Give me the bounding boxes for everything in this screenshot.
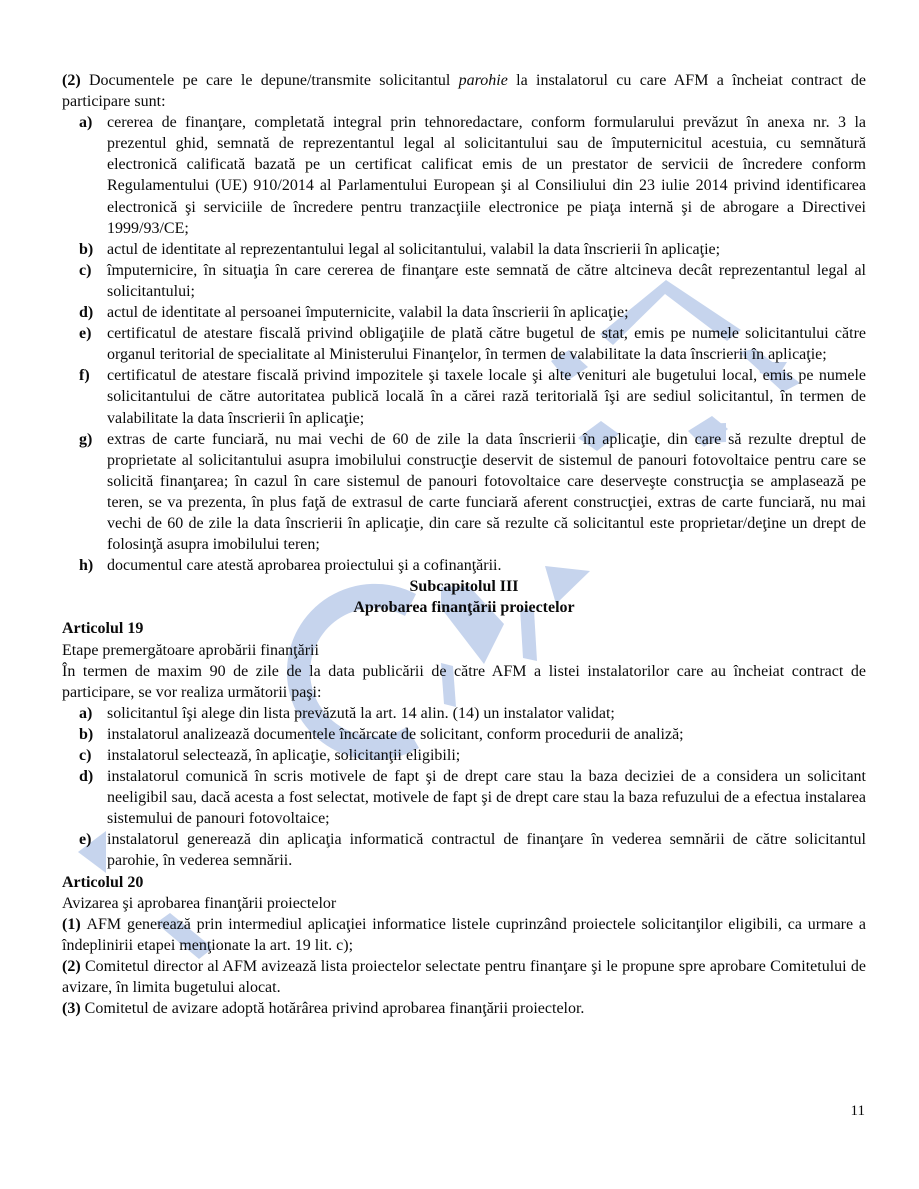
list-item-b	[79, 724, 866, 745]
paragraph-text: Comitetul director al AFM avizează lista proiectelor selectate pentru finanţare şi le propune spre aprobare Comitetului de avizare, în limita bugetului alocat.	[62, 957, 867, 997]
list-item-e	[79, 323, 866, 365]
list-item-text: instalatorul selectează, în aplicaţie, solicitanţii eligibili;	[107, 747, 461, 764]
page-number: 11	[850, 1103, 865, 1119]
paragraph-3	[62, 998, 866, 1019]
paragraph-marker: (2)	[62, 72, 89, 89]
intro-text: Documentele pe care le depune/transmite solicitantul	[88, 72, 459, 89]
list-marker: h)	[79, 557, 94, 575]
list-marker: e)	[79, 831, 92, 849]
list-item-text: documentul care atestă aprobarea proiectului şi a cofinanţării.	[107, 557, 502, 575]
list-item-text: certificatul de atestare fiscală privind impozitele şi taxele locale şi alte venituri ale bugetului local, emis pe numele solicitantului de către autoritatea publică locală în a cărei rază teritorială îşi are sediul solicitantul, în termen de valabilitate la data înscrierii în aplicaţie;	[107, 367, 866, 427]
list-marker: f)	[79, 367, 90, 385]
article-20-heading: Articolul 20	[62, 873, 144, 891]
list-marker: e)	[79, 325, 92, 343]
list-item-b	[79, 239, 866, 260]
intro-text: la instalatorul cu care AFM a încheiat contract de participare sunt:	[62, 72, 866, 111]
list-item-text: instalatorul analizează documentele încărcate de solicitant, conform procedurii de analiză;	[107, 725, 684, 743]
list-item-text: actul de identitate al persoanei împuternicite, valabil la data înscrierii în aplicaţie;	[107, 304, 629, 322]
subchapter-title: Subcapitolul III	[409, 578, 519, 596]
article-20-subheading: Avizarea şi aprobarea finanţării proiectelor	[62, 894, 337, 912]
list-item-d	[79, 766, 866, 829]
list-item-text: solicitantul îşi alege din lista prevăzută la art. 14 alin. (14) un instalator validat;	[107, 704, 615, 722]
list-marker: b)	[79, 725, 94, 743]
paragraph-marker: (3)	[62, 1000, 85, 1018]
list-item-e	[79, 829, 866, 871]
paragraph-marker: (2)	[62, 957, 85, 975]
list-item-text: cererea de finanţare, completată integral prin tehnoredactare, conform formularului prevăzut în anexa nr. 3 la prezentul ghid, semnată de reprezentantul legal al solicitantului sau de împuternicitul acestuia, cu semnătură electronică calificată bazată pe un certificat calificat emis de un prestator de servicii de încredere conform Regulamentului (UE) 910/2014 al Parlamentului European şi al Consiliului din 23 iulie 2014 privind identificarea electronică şi serviciile de încredere pentru tranzacţiile electronice pe piaţa internă şi de abrogare a Directivei 1999/93/CE;	[107, 114, 866, 237]
list-item-a	[79, 703, 866, 724]
list-item-text: certificatul de atestare fiscală privind obligaţiile de plată către bugetul de stat, emis pe numele solicitantului către organul teritorial de specialitate al Ministerului Finanţelor, în termen de valabilitate la data înscrierii în aplicaţie;	[107, 325, 866, 364]
list-marker: c)	[79, 261, 92, 279]
paragraph-intro	[62, 70, 866, 112]
list-marker: d)	[79, 304, 94, 322]
list-item-c	[79, 745, 866, 766]
list-marker: a)	[79, 114, 93, 132]
list-item-text: extras de carte funciară, nu mai vechi de 60 de zile la data înscrierii în aplicaţie, din care să rezulte dreptul de proprietate al solicitantului asupra imobilului construcţie deservit de sistemul de panouri fotovoltaice pentru care se solicită finanţarea; în cazul în care sistemul de panouri fotovoltaice care deserveşte construcţia se amplasează pe teren, se va prezenta, în plus faţă de extrasul de carte funciară aferent construcţiei, extras de carte funciară, nu mai vechi de 60 de zile la data înscrierii în aplicaţie, din care să rezulte că solicitantul este proprietar/deţine un drept de folosinţă asupra imobilului teren;	[107, 430, 866, 554]
list-marker: g)	[79, 430, 93, 448]
intro-italic-term: parohie	[458, 72, 508, 89]
list-item-g	[79, 429, 866, 556]
list-marker: b)	[79, 240, 94, 258]
list-item-h	[79, 555, 866, 576]
paragraph-marker: (1)	[62, 915, 87, 933]
list-marker: a)	[79, 704, 93, 722]
article-19-subheading: Etape premergătoare aprobării finanţării	[62, 641, 319, 659]
list-item-a	[79, 112, 866, 239]
article-19-heading: Articolul 19	[62, 620, 144, 638]
paragraph-2	[62, 956, 866, 998]
list-item-text: instalatorul generează din aplicaţia informatică contractul de finanţare în vederea semnării de către solicitantul parohie, în vederea semnării.	[107, 831, 866, 870]
list-marker: c)	[79, 747, 92, 764]
list-item-c	[79, 260, 866, 302]
list-marker: d)	[79, 768, 94, 786]
paragraph-text: Comitetul de avizare adoptă hotărârea privind aprobarea finanţării proiectelor.	[84, 1000, 585, 1018]
article-19-intro: În termen de maxim 90 de zile de la data publicării de către AFM a listei instalatorilor care au încheiat contract de participare, se vor realiza următorii paşi:	[62, 662, 866, 701]
list-item-d	[79, 302, 866, 323]
list-item-text: instalatorul comunică în scris motivele de fapt şi de drept care stau la baza deciziei de a considera un solicitant neeligibil sau, dacă acesta a fost selectat, motivele de fapt şi de drept care stau la baza refuzului de a efectua instalarea sistemului de panouri fotovoltaice;	[107, 768, 866, 828]
document-body	[62, 70, 866, 1019]
paragraph-1	[62, 914, 866, 956]
list-item-text: împuternicire, în situaţia în care cererea de finanţare este semnată de către altcineva decât reprezentantul legal al solicitantului;	[107, 261, 866, 300]
paragraph-text: AFM generează prin intermediul aplicaţiei informatice listele cuprinzând proiectele solicitanţilor eligibili, ca urmare a îndeplinirii etapei menţionate la art. 19 lit. c);	[62, 915, 867, 954]
list-item-text: actul de identitate al reprezentantului legal al solicitantului, valabil la data înscrierii în aplicaţie;	[107, 240, 721, 258]
list-item-f	[79, 365, 866, 428]
subchapter-subtitle: Aprobarea finanţării proiectelor	[353, 599, 575, 617]
